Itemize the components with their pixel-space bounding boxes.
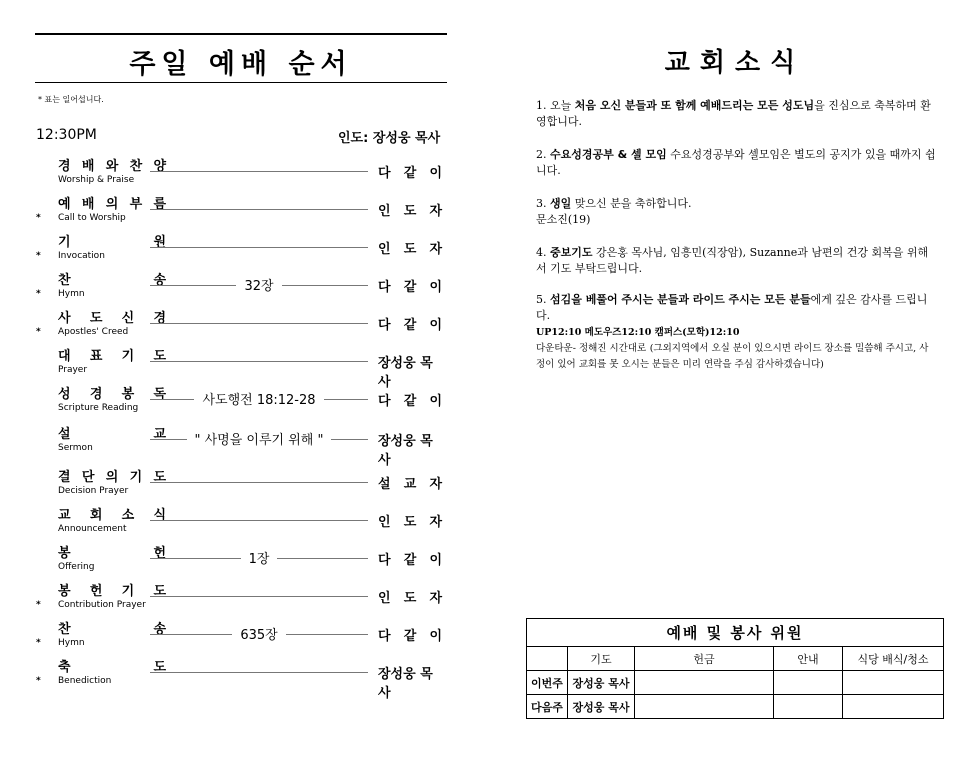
order-item-english: Announcement [58,524,127,534]
order-item-person-text: 장성웅 목사 [378,434,433,468]
news-highlight: 섬김을 베풀어 주시는 분들과 라이드 주시는 모든 분들 [550,293,811,306]
order-item [36,656,446,701]
standing-marker: * [36,251,41,261]
table-header: 기도 [568,647,635,671]
order-item-english: Invocation [58,251,105,261]
order-item [36,504,446,542]
ride-downtown: 다운타운- 정해진 시간대로 [536,343,647,354]
order-item-english: Benediction [58,676,112,686]
order-item [36,345,446,390]
order-item-name: 성 경 봉 독 [58,387,166,402]
order-item [36,542,446,580]
news-number: 4. [536,246,547,259]
service-staff-table [526,618,944,719]
church-news-title: 교회소식 [664,48,806,78]
order-item-english: Scripture Reading [58,403,139,413]
order-item-person: 다 같 이 [378,166,442,181]
order-item-person: 인 도 자 [378,591,442,606]
order-item-person: 다 같 이 [378,553,442,568]
order-item [36,155,446,193]
table-header-row [527,647,944,671]
dotted-leader [150,482,368,483]
table-header [527,647,568,671]
order-item-detail [150,275,368,294]
table-cell: 다음주 [527,695,568,719]
order-item [36,423,446,468]
order-item-english: Worship & Praise [58,175,135,185]
standing-marker: * [36,289,41,299]
order-item-person: 인 도 자 [378,515,442,530]
news-lead: 오늘 [550,99,572,112]
news-text: 강은홍 목사님, 임흥민(직장암), Suzanne과 남편의 건강 회복을 위해서 기도 부탁드립니다. [536,246,929,275]
order-item-detail-text: 1장 [241,552,278,567]
news-text: 수요성경공부와 셀모임은 별도의 공지가 있을 때까지 쉽니다. [536,148,936,177]
news-highlight: 생일 [550,197,572,210]
news-item-5 [536,292,936,372]
dotted-leader [150,171,368,172]
table-cell [843,671,944,695]
order-item-english: Apostles' Creed [58,327,129,337]
table-header: 안내 [774,647,843,671]
table-row [527,695,944,719]
order-item-name: 사 도 신 경 [58,311,166,326]
dotted-leader [150,361,368,362]
news-number: 1. [536,99,547,112]
standing-marker: * [36,213,41,223]
order-item-person: 설 교 자 [378,477,442,492]
news-number: 3. [536,197,547,210]
top-rule [35,33,447,35]
news-highlight: 중보기도 [550,246,593,259]
news-highlight: 수요성경공부 & 셀 모임 [550,148,667,161]
order-item-name: 결 단 의 기 도 [58,470,166,485]
order-item-detail-text: 32장 [236,279,281,294]
news-item-3 [536,196,936,228]
order-item [36,307,446,345]
order-item-english: Hymn [58,289,85,299]
order-item-english: Offering [58,562,95,572]
order-item-person: 다 같 이 [378,394,442,409]
order-item [36,466,446,504]
order-item-person: 다 같 이 [378,318,442,333]
order-item-detail [150,389,368,408]
table-cell [774,695,843,719]
order-item [36,269,446,307]
news-text: 에게 깊은 감사를 드립니다. [536,293,928,322]
order-item [36,580,446,618]
table-cell [635,671,774,695]
table-cell [635,695,774,719]
news-item-2 [536,147,936,179]
news-number: 2. [536,148,547,161]
order-item-name: 설 교 [58,427,166,442]
order-item-english: Hymn [58,638,85,648]
order-item-person-text: 장성웅 목사 [378,356,433,390]
ride-times: UP12:10 메도우즈12:10 캠퍼스(모학)12:10 [536,327,740,338]
order-item-name: 봉 헌 [58,546,166,561]
order-item-name: 예 배 의 부 름 [58,197,166,212]
order-item-detail [150,624,368,643]
news-item-4 [536,245,936,277]
order-item-english: Decision Prayer [58,486,129,496]
order-item-person [378,430,442,468]
order-item-name: 기 원 [58,235,166,250]
table-cell: 이번주 [527,671,568,695]
order-item-english: Call to Worship [58,213,126,223]
order-item [36,193,446,231]
dotted-leader [150,520,368,521]
order-item-detail-text: 사도행전 18:12-28 [194,393,323,408]
order-item-name: 봉 헌 기 도 [58,584,166,599]
order-item-name: 교 회 소 식 [58,508,166,523]
table-cell [843,695,944,719]
standing-marker: * [36,600,41,610]
dotted-leader [150,209,368,210]
order-item-name: 대 표 기 도 [58,349,166,364]
order-item-english: Contribution Prayer [58,600,146,610]
ride-note: (그외지역에서 오실 분이 있으시면 라이드 장소를 밀씀해 주시고, 사정이 있어 교회를 못 오시는 분들은 미리 연락을 주심 감사하겠습니다) [536,343,929,370]
order-item-english: Sermon [58,443,93,453]
order-item-english: Prayer [58,365,88,375]
staff-table-title: 예배 및 봉사 위원 [527,619,944,647]
standing-note: * 표는 일어섭니다. [38,95,104,104]
table-cell [774,671,843,695]
order-item-person: 다 같 이 [378,280,442,295]
dotted-leader [150,323,368,324]
dotted-leader [150,247,368,248]
dotted-leader [150,672,368,673]
table-cell: 장성웅 목사 [568,695,635,719]
order-item-name: 경 배 와 찬 양 [58,159,166,174]
order-item-detail-text: " 사명을 이루기 위해 " [187,433,332,448]
order-item-person: 인 도 자 [378,242,442,257]
standing-marker: * [36,327,41,337]
order-item-name: 찬 송 [58,273,166,288]
order-item-person-text: 장성웅 목사 [378,667,433,701]
news-text: 을 진심으로 축복하며 환영합니다. [536,99,931,128]
title-underline [35,82,447,83]
order-item-detail [150,429,368,448]
order-item-person: 다 같 이 [378,629,442,644]
order-item [36,231,446,269]
order-item-name: 찬 송 [58,622,166,637]
table-row [527,671,944,695]
table-header: 식당 배식/청소 [843,647,944,671]
news-highlight: 처음 오신 분들과 또 함께 예배드리는 모든 성도님 [574,99,815,112]
order-item-name: 축 도 [58,660,166,675]
order-item-person [378,663,442,701]
standing-marker: * [36,638,41,648]
news-item-1 [536,98,936,130]
order-item-detail [150,548,368,567]
news-number: 5. [536,293,547,306]
birthday-name: 문소진(19) [536,213,591,226]
order-item-person: 인 도 자 [378,204,442,219]
order-item [36,383,446,421]
service-leader: 인도: 장성웅 목사 [338,131,441,146]
order-item [36,618,446,656]
table-cell: 장성웅 목사 [568,671,635,695]
service-time: 12:30PM [36,127,97,143]
standing-marker: * [36,676,41,686]
table-header: 헌금 [635,647,774,671]
order-item-detail-text: 635장 [232,628,285,643]
dotted-leader [150,596,368,597]
news-text: 맞으신 분을 축하합니다. [571,197,692,210]
worship-order-title: 주일 예배 순서 [129,49,353,80]
